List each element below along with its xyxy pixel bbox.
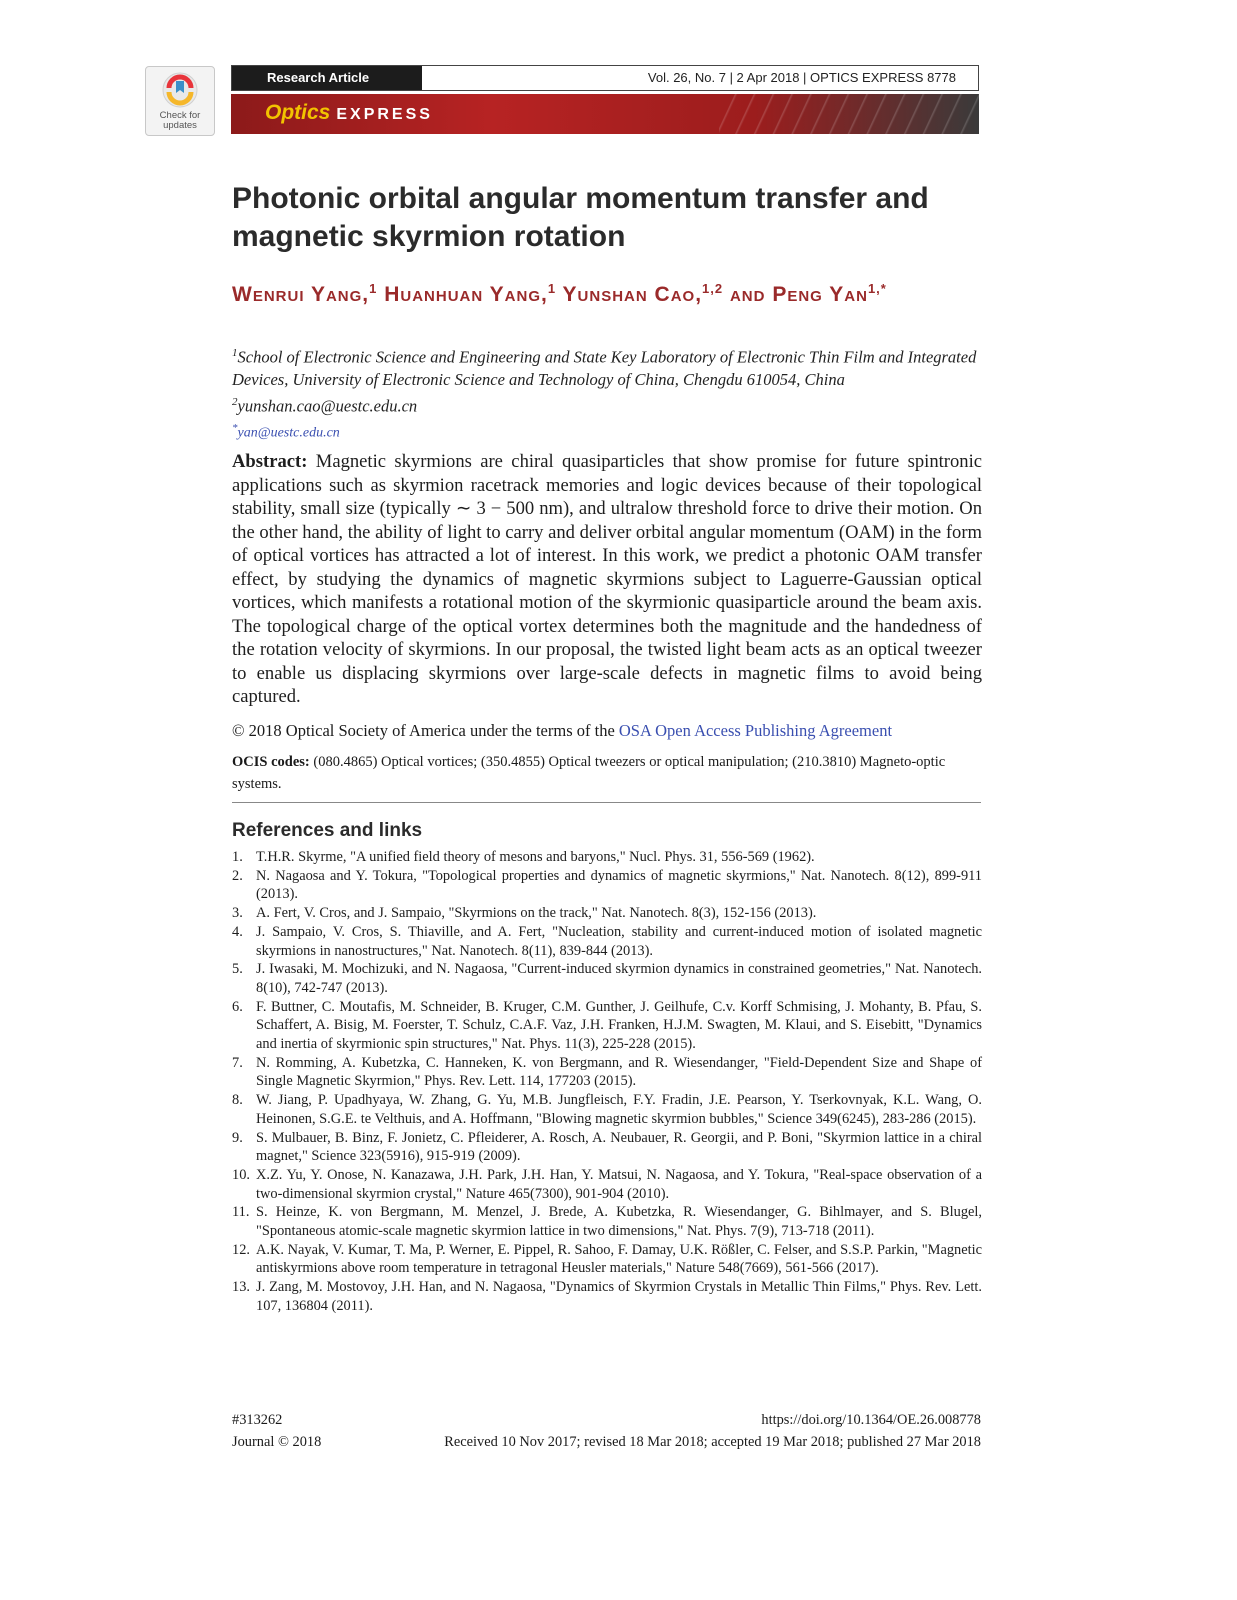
reference-number: 6. [232,998,243,1015]
copyright-line [232,720,982,742]
reference-text: F. Buttner, C. Moutafis, M. Schneider, B. Kruger, C.M. Gunther, J. Geilhufe, C.v. Korff Schmising, J. Mohanty, B. Pfau, S. Schaffert, A. Bisig, M. Foerster, T. Schulz, C.A.F. Vaz, J.H. Franken, H.J.M. Swagten, M. Klaui, and S. Eisebitt, "Dynamics and inertia of skyrmionic spin structures," Nat. Phys. 11(3), 225-228 (2015). [256,998,982,1053]
section-divider [232,802,981,803]
reference-item [232,998,982,1054]
copyright-text: © 2018 Optical Society of America under the terms of the [232,721,615,740]
reference-number: 13. [232,1279,250,1296]
affil-3-marker: * [232,422,238,434]
references-heading: References and links [232,820,423,841]
reference-text: T.H.R. Skyrme, "A unified field theory of mesons and baryons," Nucl. Phys. 31, 556-569 (1962). [256,849,815,865]
reference-item [232,1203,982,1240]
reference-list [232,848,982,1316]
reference-item [232,923,982,960]
reference-item [232,848,982,867]
author-4-affil: 1,* [867,281,887,296]
reference-number: 12. [232,1241,250,1258]
author-1-affil: 1 [369,281,378,296]
article-header [231,65,979,91]
reference-item [232,1278,982,1315]
citation-line: Vol. 26, No. 7 | 2 Apr 2018 | OPTICS EXPRESS 8778 [647,70,956,85]
email-yan-link[interactable]: yan@uestc.edu.cn [237,425,340,441]
reference-text: A.K. Nayak, V. Kumar, T. Ma, P. Werner, E. Pippel, R. Sahoo, F. Damay, U.K. Rößler, C. Felser, and S.S.P. Parkin, "Magnetic antiskyrmions above room temperature in tetragonal Heusler materials," Nature 548(7669), 561-566 (2017). [256,1241,982,1277]
badge-line-2: updates [163,120,197,131]
reference-text: X.Z. Yu, Y. Onose, N. Kanazawa, J.H. Park, J.H. Han, Y. Matsui, N. Nagaosa, and Y. Tokura, "Real-space observation of a two-dimensional skyrmion crystal," Nature 465(7300), 901-904 (2010). [256,1166,982,1202]
reference-text: J. Sampaio, V. Cros, S. Thiaville, and A. Fert, "Nucleation, stability and current-induced motion of isolated magnetic skyrmions in nanostructures," Nat. Nanotech. 8(11), 839-844 (2013). [256,923,982,959]
reference-text: S. Heinze, K. von Bergmann, M. Menzel, J. Brede, A. Kubetzka, R. Wiesendanger, G. Bihlmayer, and S. Blugel, "Spontaneous atomic-scale magnetic skyrmion lattice in two dimensions," Nat. Phys. 7(9), 713-718 (2011). [256,1204,982,1240]
journal-logo [265,100,433,128]
affil-1-text: School of Electronic Science and Engineering and State Key Laboratory of Electronic Thin Film and Integrated Devices, University of Electronic Science and Technology of China, Chengdu 610054, China [232,347,977,389]
reference-item [232,1091,982,1128]
article-type-label: Research Article [232,66,422,90]
reference-number: 11. [232,1204,250,1221]
doi-link[interactable]: https://doi.org/10.1364/OE.26.008778 [761,1412,981,1428]
reference-number: 5. [232,961,243,978]
reference-text: W. Jiang, P. Upadhyaya, W. Zhang, G. Yu, M.B. Jungfleisch, F.Y. Fradin, J.E. Pearson, Y. Tserkovnyak, K.L. Wang, O. Heinonen, S.G.E. te Velthuis, and A. Hoffmann, "Blowing magnetic skyrmion bubbles," Science 349(6245), 283-286 (2015). [256,1092,982,1127]
reference-number: 4. [232,923,243,940]
abstract [232,450,982,709]
crossmark-icon [161,71,199,109]
reference-text: J. Iwasaki, M. Mochizuki, and N. Nagaosa, "Current-induced skyrmion dynamics in constrained geometries," Nat. Nanotech. 8(10), 742-747 (2013). [256,961,982,996]
email-cao[interactable]: yunshan.cao@uestc.edu.cn [237,396,418,415]
reference-item [232,904,982,923]
affiliations [232,342,992,445]
journal-copyright: Journal © 2018 [232,1434,322,1450]
reference-item [232,1241,982,1278]
paper-title: Photonic orbital angular momentum transfer and magnetic skyrmion rotation [232,182,929,253]
author-and: and [729,283,766,306]
journal-logo-optics: Optics [265,101,331,124]
author-1: Wenrui Yang, [232,283,370,306]
author-2-affil: 1 [547,281,557,296]
reference-item [232,960,982,997]
reference-text: S. Mulbauer, B. Binz, F. Jonietz, C. Pfleiderer, A. Rosch, A. Neubauer, R. Georgii, and P. Boni, "Skyrmion lattice in a chiral magnet," Science 323(5916), 915-919 (2009). [256,1129,982,1165]
banner-stripes [719,94,979,134]
affil-2-marker: 2 [232,395,238,408]
reference-number: 8. [232,1092,243,1109]
reference-number: 2. [232,867,243,884]
author-2: Huanhuan Yang, [384,283,548,306]
footer-row-1 [232,1411,981,1429]
reference-number: 9. [232,1129,243,1146]
reference-item [232,867,982,904]
abstract-text: Magnetic skyrmions are chiral quasiparticles that show promise for future spintronic applications such as skyrmion racetrack memories and logic devices because of their topological stability, small size (typically ∼ 3 − 500 nm), and ultralow threshold force to drive their motion. On the other hand, the ability of light to carry and deliver orbital angular momentum (OAM) in the form of optical vortices has attracted a lot of interest. In this work, we predict a photonic OAM transfer effect, by studying the dynamics of magnetic skyrmions subject to Laguerre-Gaussian optical vortices, which manifests a rotational motion of the skyrmionic quasiparticle around the beam axis. The topological charge of the optical vortex determines both the magnitude and the handedness of the rotation velocity of skyrmions. In our proposal, the twisted light beam acts as an optical tweezer to enable us displacing skyrmions over large-scale defects in magnetic films to avoid being captured. [232,451,983,707]
badge-line-1: Check for [159,110,201,121]
reference-text: N. Nagaosa and Y. Tokura, "Topological properties and dynamics of magnetic skyrmions," Nat. Nanotech. 8(12), 899-911 (2013). [256,867,982,903]
reference-number: 1. [232,849,243,865]
author-4: Peng Yan [772,283,868,306]
ocis-label: OCIS codes: [232,754,310,770]
reference-text: A. Fert, V. Cros, and J. Sampaio, "Skyrmions on the track," Nat. Nanotech. 8(3), 152-156 (2013). [256,905,817,922]
author-3-affil: 1,2 [702,281,724,296]
journal-logo-express: EXPRESS [336,106,433,123]
check-for-updates-badge[interactable] [145,66,215,136]
abstract-label: Abstract: [232,451,308,472]
ocis-codes [232,751,982,795]
author-list [232,275,992,309]
reference-item [232,1054,982,1091]
reference-item [232,1129,982,1166]
reference-item [232,1166,982,1203]
reference-number: 7. [232,1054,243,1071]
reference-number: 3. [232,905,243,922]
ocis-text: (080.4865) Optical vortices; (350.4855) Optical tweezers or optical manipulation; (210.3810) Magneto-optic systems. [232,754,946,792]
affil-1-marker: 1 [232,347,238,359]
publication-dates: Received 10 Nov 2017; revised 18 Mar 2018; accepted 19 Mar 2018; published 27 Mar 2018 [444,1434,981,1450]
osa-agreement-link[interactable]: OSA Open Access Publishing Agreement [618,721,893,740]
manuscript-id: #313262 [232,1412,283,1428]
journal-banner [231,94,979,134]
reference-text: J. Zang, M. Mostovoy, J.H. Han, and N. Nagaosa, "Dynamics of Skyrmion Crystals in Metallic Thin Films," Phys. Rev. Lett. 107, 136804 (2011). [256,1279,982,1314]
reference-text: N. Romming, A. Kubetzka, C. Hanneken, K. von Bergmann, and R. Wiesendanger, "Field-Dependent Size and Shape of Single Magnetic Skyrmion," Phys. Rev. Lett. 114, 177203 (2015). [256,1054,982,1090]
author-3: Yunshan Cao, [562,283,703,306]
reference-number: 10. [232,1166,250,1183]
footer-row-2 [232,1433,981,1451]
